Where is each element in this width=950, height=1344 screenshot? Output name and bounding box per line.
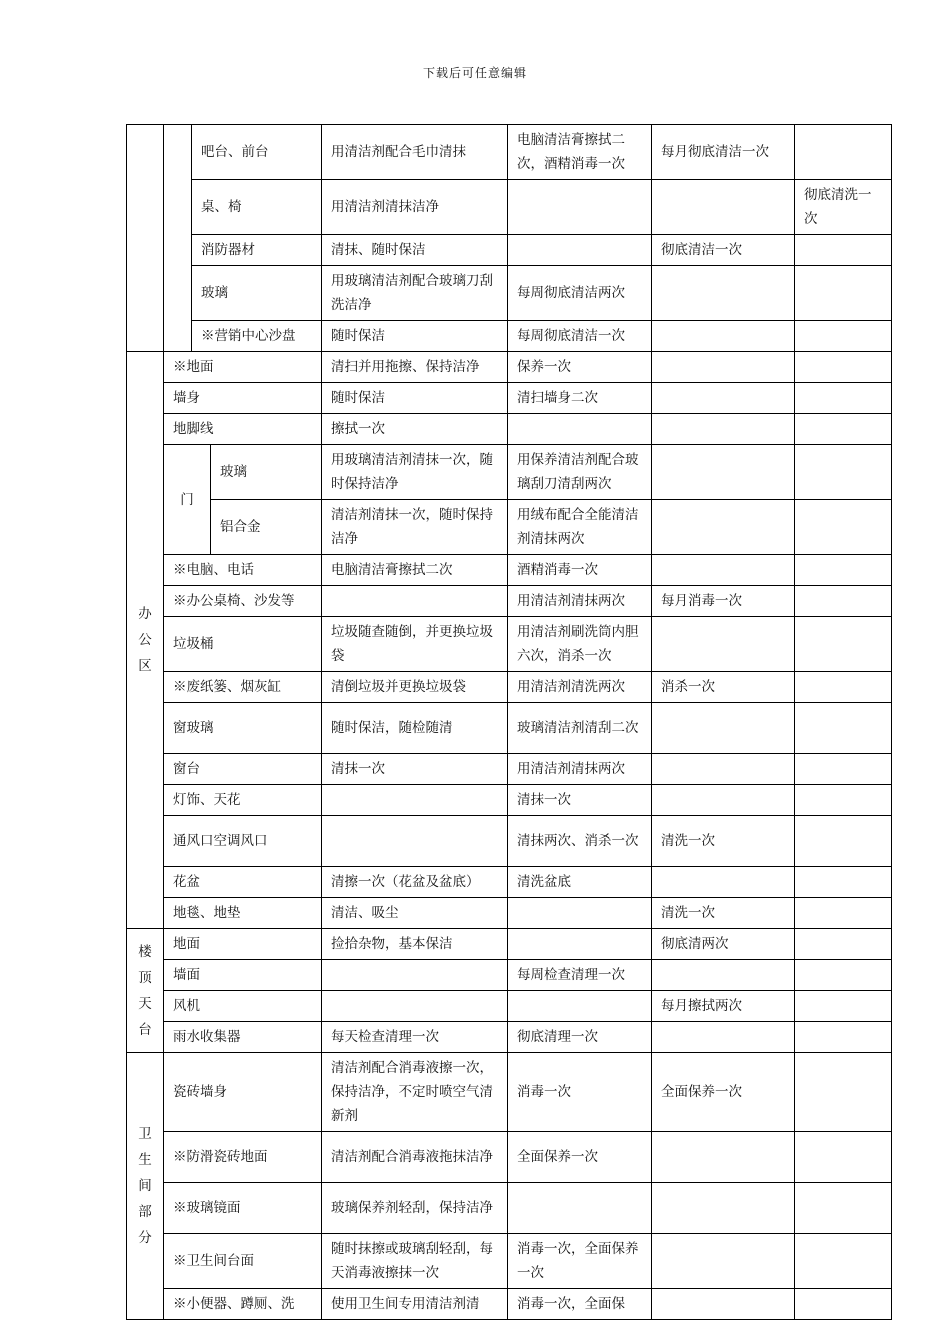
daily-cell: 清扫并用拖擦、保持洁净 bbox=[322, 352, 508, 383]
daily-cell: 每天检查清理一次 bbox=[322, 1022, 508, 1053]
daily-cell: 清洁剂清抹一次，随时保持洁净 bbox=[322, 500, 508, 555]
daily-cell bbox=[322, 960, 508, 991]
monthly-cell bbox=[652, 266, 795, 321]
table-row bbox=[127, 125, 892, 180]
table-row bbox=[127, 414, 892, 445]
weekly-cell: 消毒一次，全面保养一次 bbox=[508, 1234, 652, 1289]
weekly-cell: 清洗盆底 bbox=[508, 867, 652, 898]
table-row bbox=[127, 816, 892, 867]
item-cell: ※卫生间台面 bbox=[164, 1234, 322, 1289]
monthly-cell bbox=[652, 352, 795, 383]
item-cell: ※小便器、蹲厕、洗 bbox=[164, 1289, 322, 1320]
other-cell bbox=[795, 1234, 892, 1289]
daily-cell: 清洁剂配合消毒液擦一次，保持洁净，不定时喷空气清新剂 bbox=[322, 1053, 508, 1132]
monthly-cell bbox=[652, 1234, 795, 1289]
other-cell bbox=[795, 1132, 892, 1183]
other-cell bbox=[795, 672, 892, 703]
daily-cell: 清洁剂配合消毒液拖抹洁净 bbox=[322, 1132, 508, 1183]
daily-cell bbox=[322, 785, 508, 816]
section-label-restroom bbox=[127, 1053, 164, 1320]
item-cell: 墙面 bbox=[164, 960, 322, 991]
item-cell: 通风口空调风口 bbox=[164, 816, 322, 867]
weekly-cell bbox=[508, 414, 652, 445]
other-cell bbox=[795, 352, 892, 383]
item-cell: ※玻璃镜面 bbox=[164, 1183, 322, 1234]
other-cell bbox=[795, 1183, 892, 1234]
weekly-cell: 清抹一次 bbox=[508, 785, 652, 816]
monthly-cell bbox=[652, 617, 795, 672]
weekly-cell: 用保养清洁剂配合玻璃刮刀清刮两次 bbox=[508, 445, 652, 500]
weekly-cell: 每周彻底清洁两次 bbox=[508, 266, 652, 321]
daily-cell: 随时保洁 bbox=[322, 321, 508, 352]
daily-cell: 清抹、随时保洁 bbox=[322, 235, 508, 266]
weekly-cell: 电脑清洁膏擦拭二次，酒精消毒一次 bbox=[508, 125, 652, 180]
other-cell bbox=[795, 754, 892, 785]
monthly-cell bbox=[652, 960, 795, 991]
other-cell bbox=[795, 785, 892, 816]
daily-cell: 用玻璃清洁剂配合玻璃刀刮洗洁净 bbox=[322, 266, 508, 321]
daily-cell: 用清洁剂配合毛巾清抹 bbox=[322, 125, 508, 180]
monthly-cell bbox=[652, 180, 795, 235]
item-cell: ※废纸篓、烟灰缸 bbox=[164, 672, 322, 703]
monthly-cell bbox=[652, 703, 795, 754]
weekly-cell: 清抹两次、消杀一次 bbox=[508, 816, 652, 867]
item-cell: ※营销中心沙盘 bbox=[192, 321, 322, 352]
other-cell bbox=[795, 898, 892, 929]
other-cell bbox=[795, 383, 892, 414]
table-row bbox=[127, 180, 892, 235]
item-cell: 窗玻璃 bbox=[164, 703, 322, 754]
table-row bbox=[127, 1183, 892, 1234]
weekly-cell bbox=[508, 235, 652, 266]
door-group-label: 门 bbox=[164, 445, 211, 555]
monthly-cell: 清洗一次 bbox=[652, 816, 795, 867]
table-row bbox=[127, 754, 892, 785]
weekly-cell: 用清洁剂刷洗筒内胆六次，消杀一次 bbox=[508, 617, 652, 672]
cleaning-schedule-table bbox=[126, 124, 892, 1320]
table-row bbox=[127, 617, 892, 672]
table-row bbox=[127, 867, 892, 898]
monthly-cell bbox=[652, 414, 795, 445]
item-cell: 地毯、地垫 bbox=[164, 898, 322, 929]
monthly-cell: 彻底清两次 bbox=[652, 929, 795, 960]
monthly-cell: 彻底清洁一次 bbox=[652, 235, 795, 266]
monthly-cell bbox=[652, 1022, 795, 1053]
table-row bbox=[127, 352, 892, 383]
table-row bbox=[127, 672, 892, 703]
section-label-text: 楼顶天台 bbox=[138, 943, 152, 1038]
item-cell: 玻璃 bbox=[211, 445, 322, 500]
item-cell: 墙身 bbox=[164, 383, 322, 414]
subsection-cell-blank bbox=[164, 125, 192, 352]
other-cell bbox=[795, 1053, 892, 1132]
item-cell: ※办公桌椅、沙发等 bbox=[164, 586, 322, 617]
other-cell bbox=[795, 867, 892, 898]
daily-cell: 用玻璃清洁剂清抹一次，随时保持洁净 bbox=[322, 445, 508, 500]
other-cell bbox=[795, 125, 892, 180]
other-cell: 彻底清洗一次 bbox=[795, 180, 892, 235]
monthly-cell bbox=[652, 867, 795, 898]
table-row bbox=[127, 586, 892, 617]
table-row bbox=[127, 555, 892, 586]
weekly-cell: 消毒一次 bbox=[508, 1053, 652, 1132]
weekly-cell: 用清洁剂清抹两次 bbox=[508, 754, 652, 785]
monthly-cell bbox=[652, 754, 795, 785]
daily-cell: 用清洁剂清抹洁净 bbox=[322, 180, 508, 235]
monthly-cell bbox=[652, 555, 795, 586]
other-cell bbox=[795, 929, 892, 960]
monthly-cell: 消杀一次 bbox=[652, 672, 795, 703]
item-cell: 垃圾桶 bbox=[164, 617, 322, 672]
daily-cell: 使用卫生间专用清洁剂清 bbox=[322, 1289, 508, 1320]
daily-cell bbox=[322, 991, 508, 1022]
table-row bbox=[127, 1132, 892, 1183]
weekly-cell bbox=[508, 929, 652, 960]
monthly-cell bbox=[652, 383, 795, 414]
section-label-text: 卫生间部分 bbox=[138, 1126, 152, 1246]
monthly-cell: 每月消毒一次 bbox=[652, 586, 795, 617]
weekly-cell: 消毒一次，全面保 bbox=[508, 1289, 652, 1320]
item-cell: ※地面 bbox=[164, 352, 322, 383]
item-cell: 风机 bbox=[164, 991, 322, 1022]
item-cell: 消防器材 bbox=[192, 235, 322, 266]
weekly-cell bbox=[508, 1183, 652, 1234]
item-cell: 吧台、前台 bbox=[192, 125, 322, 180]
monthly-cell: 全面保养一次 bbox=[652, 1053, 795, 1132]
weekly-cell bbox=[508, 898, 652, 929]
page-header: 下载后可任意编辑 bbox=[422, 66, 527, 80]
daily-cell: 清洁、吸尘 bbox=[322, 898, 508, 929]
daily-cell: 擦拭一次 bbox=[322, 414, 508, 445]
monthly-cell: 每月擦拭两次 bbox=[652, 991, 795, 1022]
other-cell bbox=[795, 703, 892, 754]
monthly-cell bbox=[652, 500, 795, 555]
table-row bbox=[127, 1022, 892, 1053]
daily-cell: 清擦一次（花盆及盆底） bbox=[322, 867, 508, 898]
weekly-cell bbox=[508, 991, 652, 1022]
item-cell: 桌、椅 bbox=[192, 180, 322, 235]
weekly-cell: 用绒布配合全能清洁剂清抹两次 bbox=[508, 500, 652, 555]
weekly-cell: 保养一次 bbox=[508, 352, 652, 383]
item-cell: 灯饰、天花 bbox=[164, 785, 322, 816]
weekly-cell: 彻底清理一次 bbox=[508, 1022, 652, 1053]
daily-cell: 随时保洁，随检随清 bbox=[322, 703, 508, 754]
monthly-cell bbox=[652, 445, 795, 500]
monthly-cell: 清洗一次 bbox=[652, 898, 795, 929]
item-cell: 窗台 bbox=[164, 754, 322, 785]
daily-cell bbox=[322, 586, 508, 617]
table-row bbox=[127, 960, 892, 991]
weekly-cell: 用清洁剂清洗两次 bbox=[508, 672, 652, 703]
table-row bbox=[127, 1289, 892, 1320]
item-cell: ※防滑瓷砖地面 bbox=[164, 1132, 322, 1183]
weekly-cell: 清扫墙身二次 bbox=[508, 383, 652, 414]
other-cell bbox=[795, 500, 892, 555]
other-cell bbox=[795, 445, 892, 500]
item-cell: 地面 bbox=[164, 929, 322, 960]
weekly-cell bbox=[508, 180, 652, 235]
section-label-roof bbox=[127, 929, 164, 1053]
table-row bbox=[127, 235, 892, 266]
other-cell bbox=[795, 960, 892, 991]
table-row bbox=[127, 321, 892, 352]
other-cell bbox=[795, 321, 892, 352]
weekly-cell: 全面保养一次 bbox=[508, 1132, 652, 1183]
weekly-cell: 用清洁剂清抹两次 bbox=[508, 586, 652, 617]
item-cell: 地脚线 bbox=[164, 414, 322, 445]
monthly-cell bbox=[652, 785, 795, 816]
monthly-cell bbox=[652, 1132, 795, 1183]
weekly-cell: 酒精消毒一次 bbox=[508, 555, 652, 586]
section-cell-blank bbox=[127, 125, 164, 352]
table-row bbox=[127, 703, 892, 754]
monthly-cell bbox=[652, 1289, 795, 1320]
weekly-cell: 玻璃清洁剂清刮二次 bbox=[508, 703, 652, 754]
item-cell: 铝合金 bbox=[211, 500, 322, 555]
table-row bbox=[127, 383, 892, 414]
item-cell: 瓷砖墙身 bbox=[164, 1053, 322, 1132]
section-label-text: 办公区 bbox=[138, 606, 152, 674]
monthly-cell bbox=[652, 321, 795, 352]
daily-cell: 电脑清洁膏擦拭二次 bbox=[322, 555, 508, 586]
table-row bbox=[127, 500, 892, 555]
daily-cell: 垃圾随查随倒，并更换垃圾袋 bbox=[322, 617, 508, 672]
other-cell bbox=[795, 235, 892, 266]
other-cell bbox=[795, 991, 892, 1022]
monthly-cell bbox=[652, 1183, 795, 1234]
other-cell bbox=[795, 816, 892, 867]
weekly-cell: 每周彻底清洁一次 bbox=[508, 321, 652, 352]
daily-cell: 捡拾杂物，基本保洁 bbox=[322, 929, 508, 960]
other-cell bbox=[795, 617, 892, 672]
other-cell bbox=[795, 414, 892, 445]
table-row bbox=[127, 929, 892, 960]
item-cell: 玻璃 bbox=[192, 266, 322, 321]
other-cell bbox=[795, 266, 892, 321]
table-row bbox=[127, 898, 892, 929]
item-cell: ※电脑、电话 bbox=[164, 555, 322, 586]
daily-cell: 随时保洁 bbox=[322, 383, 508, 414]
daily-cell bbox=[322, 816, 508, 867]
table-row bbox=[127, 266, 892, 321]
daily-cell: 清抹一次 bbox=[322, 754, 508, 785]
other-cell bbox=[795, 555, 892, 586]
table-row bbox=[127, 1234, 892, 1289]
monthly-cell: 每月彻底清洁一次 bbox=[652, 125, 795, 180]
other-cell bbox=[795, 586, 892, 617]
item-cell: 雨水收集器 bbox=[164, 1022, 322, 1053]
table-row bbox=[127, 785, 892, 816]
daily-cell: 随时抹擦或玻璃刮轻刮，每天消毒液擦抹一次 bbox=[322, 1234, 508, 1289]
daily-cell: 玻璃保养剂轻刮，保持洁净 bbox=[322, 1183, 508, 1234]
table-row bbox=[127, 991, 892, 1022]
other-cell bbox=[795, 1022, 892, 1053]
weekly-cell: 每周检查清理一次 bbox=[508, 960, 652, 991]
section-label-office bbox=[127, 352, 164, 929]
table-row bbox=[127, 1053, 892, 1132]
item-cell: 花盆 bbox=[164, 867, 322, 898]
other-cell bbox=[795, 1289, 892, 1320]
daily-cell: 清倒垃圾并更换垃圾袋 bbox=[322, 672, 508, 703]
table-row bbox=[127, 445, 892, 500]
